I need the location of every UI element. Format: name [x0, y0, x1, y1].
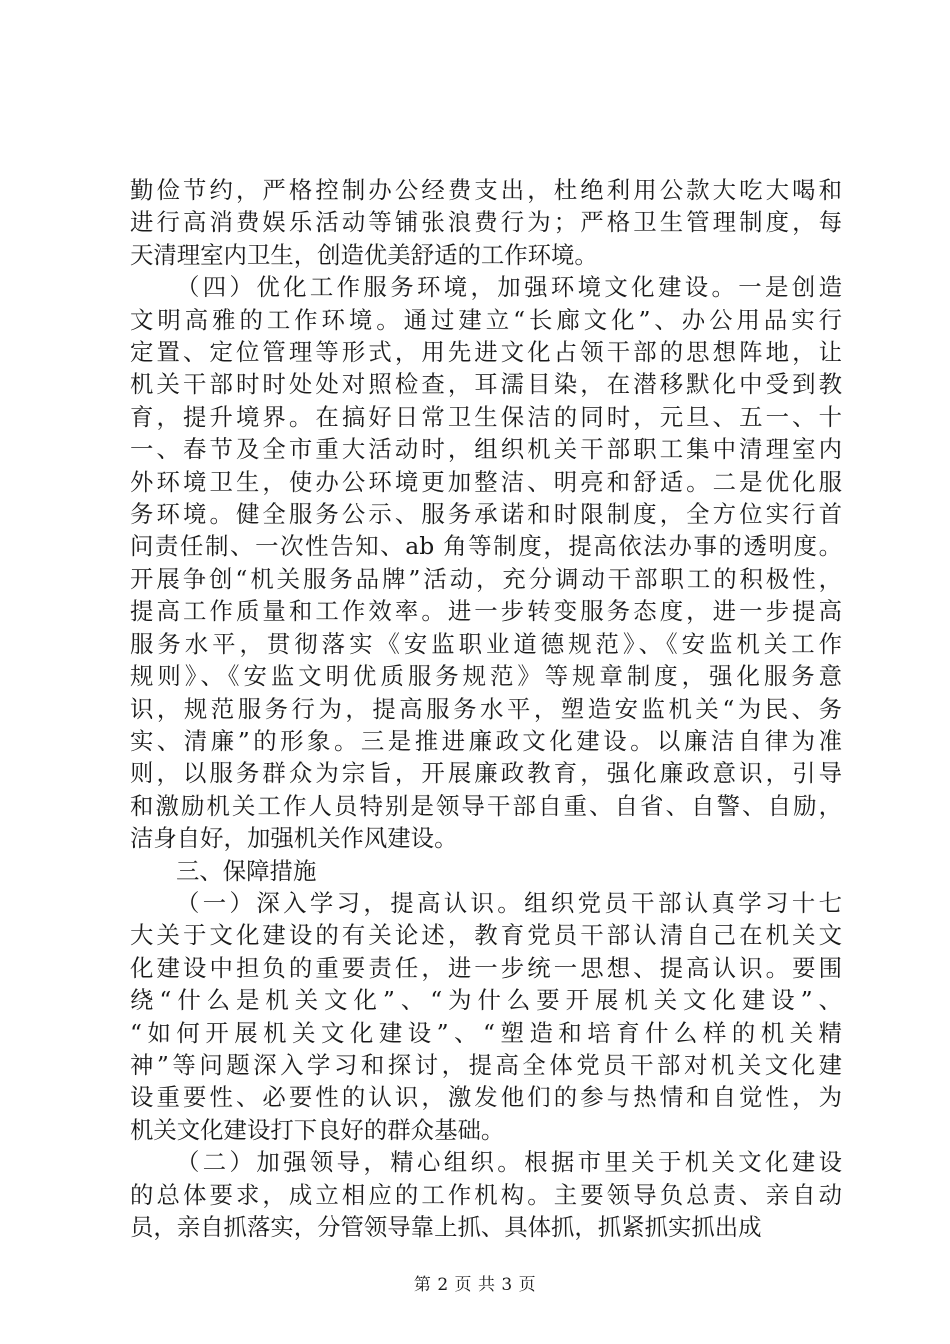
text-line: “如何开展机关文化建设”、“塑造和培育什么样的机关精 [130, 1018, 842, 1047]
text-line: 天清理室内卫生，创造优美舒适的工作环境。 [130, 240, 598, 269]
text-line: 一、春节及全市重大活动时，组织机关干部职工集中清理室内 [130, 435, 842, 464]
text-line: 和激励机关工作人员特别是领导干部自重、自省、自警、自励， [130, 791, 842, 820]
text-line: 实、清廉”的形象。三是推进廉政文化建设。以廉洁自律为准 [130, 726, 842, 755]
paragraph [130, 887, 842, 1146]
text-line: 机关干部时时处处对照检查，耳濡目染，在潜移默化中受到教 [130, 370, 842, 399]
text-line: 文明高雅的工作环境。通过建立“长廊文化”、办公用品实行 [130, 305, 842, 334]
text-line: （二）加强领导，精心组织。根据市里关于机关文化建设 [176, 1148, 842, 1177]
text-line: 定置、定位管理等形式，用先进文化占领干部的思想阵地，让 [130, 338, 842, 367]
text-line: 问责任制、一次性告知、ab 角等制度，提高依法办事的透明度。 [130, 532, 842, 561]
text-line: 化建设中担负的重要责任，进一步统一思想、提高认识。要围 [130, 953, 842, 982]
document-body [130, 174, 842, 1243]
paragraph [130, 271, 842, 854]
text-line: 育，提升境界。在搞好日常卫生保洁的同时，元旦、五一、十 [130, 402, 842, 431]
page-footer: 第 2 页 共 3 页 [413, 1275, 537, 1295]
text-line: 大关于文化建设的有关论述，教育党员干部认清自己在机关文 [130, 921, 842, 950]
text-line: 三、保障措施 [176, 856, 317, 885]
text-line: 设重要性、必要性的认识，激发他们的参与热情和自觉性，为 [130, 1083, 842, 1112]
text-line: 进行高消费娱乐活动等铺张浪费行为；严格卫生管理制度，每 [130, 208, 842, 237]
text-line: 提高工作质量和工作效率。进一步转变服务态度，进一步提高 [130, 597, 842, 626]
text-line: 的总体要求，成立相应的工作机构。主要领导负总责、亲自动 [130, 1180, 842, 1209]
paragraph [130, 1146, 842, 1243]
text-line: 勤俭节约，严格控制办公经费支出，杜绝利用公款大吃大喝和 [130, 176, 842, 204]
text-line: 则，以服务群众为宗旨，开展廉政教育，强化廉政意识，引导 [130, 759, 842, 788]
text-line: 识，规范服务行为，提高服务水平，塑造安监机关“为民、务 [130, 694, 842, 723]
text-line: 员，亲自抓落实，分管领导靠上抓、具体抓，抓紧抓实抓出成 [130, 1213, 762, 1241]
text-line: 务环境。健全服务公示、服务承诺和时限制度，全方位实行首 [130, 500, 842, 529]
section-heading [130, 855, 842, 887]
text-line: 神”等问题深入学习和探讨，提高全体党员干部对机关文化建 [130, 1050, 842, 1079]
text-line: 服务水平，贯彻落实《安监职业道德规范》、《安监机关工作 [130, 629, 842, 658]
text-line: （一）深入学习，提高认识。组织党员干部认真学习十七 [176, 888, 842, 917]
text-line: 机关文化建设打下良好的群众基础。 [130, 1115, 505, 1144]
text-line: （四）优化工作服务环境，加强环境文化建设。一是创造 [176, 273, 842, 302]
text-line: 绕“什么是机关文化”、“为什么要开展机关文化建设”、 [130, 986, 842, 1015]
text-line: 洁身自好，加强机关作风建设。 [130, 824, 458, 853]
text-line: 开展争创“机关服务品牌”活动，充分调动干部职工的积极性， [130, 564, 842, 593]
paragraph [130, 174, 842, 271]
text-line: 外环境卫生，使办公环境更加整洁、明亮和舒适。二是优化服 [130, 467, 842, 496]
text-line: 规则》、《安监文明优质服务规范》等规章制度，强化服务意 [130, 662, 842, 691]
